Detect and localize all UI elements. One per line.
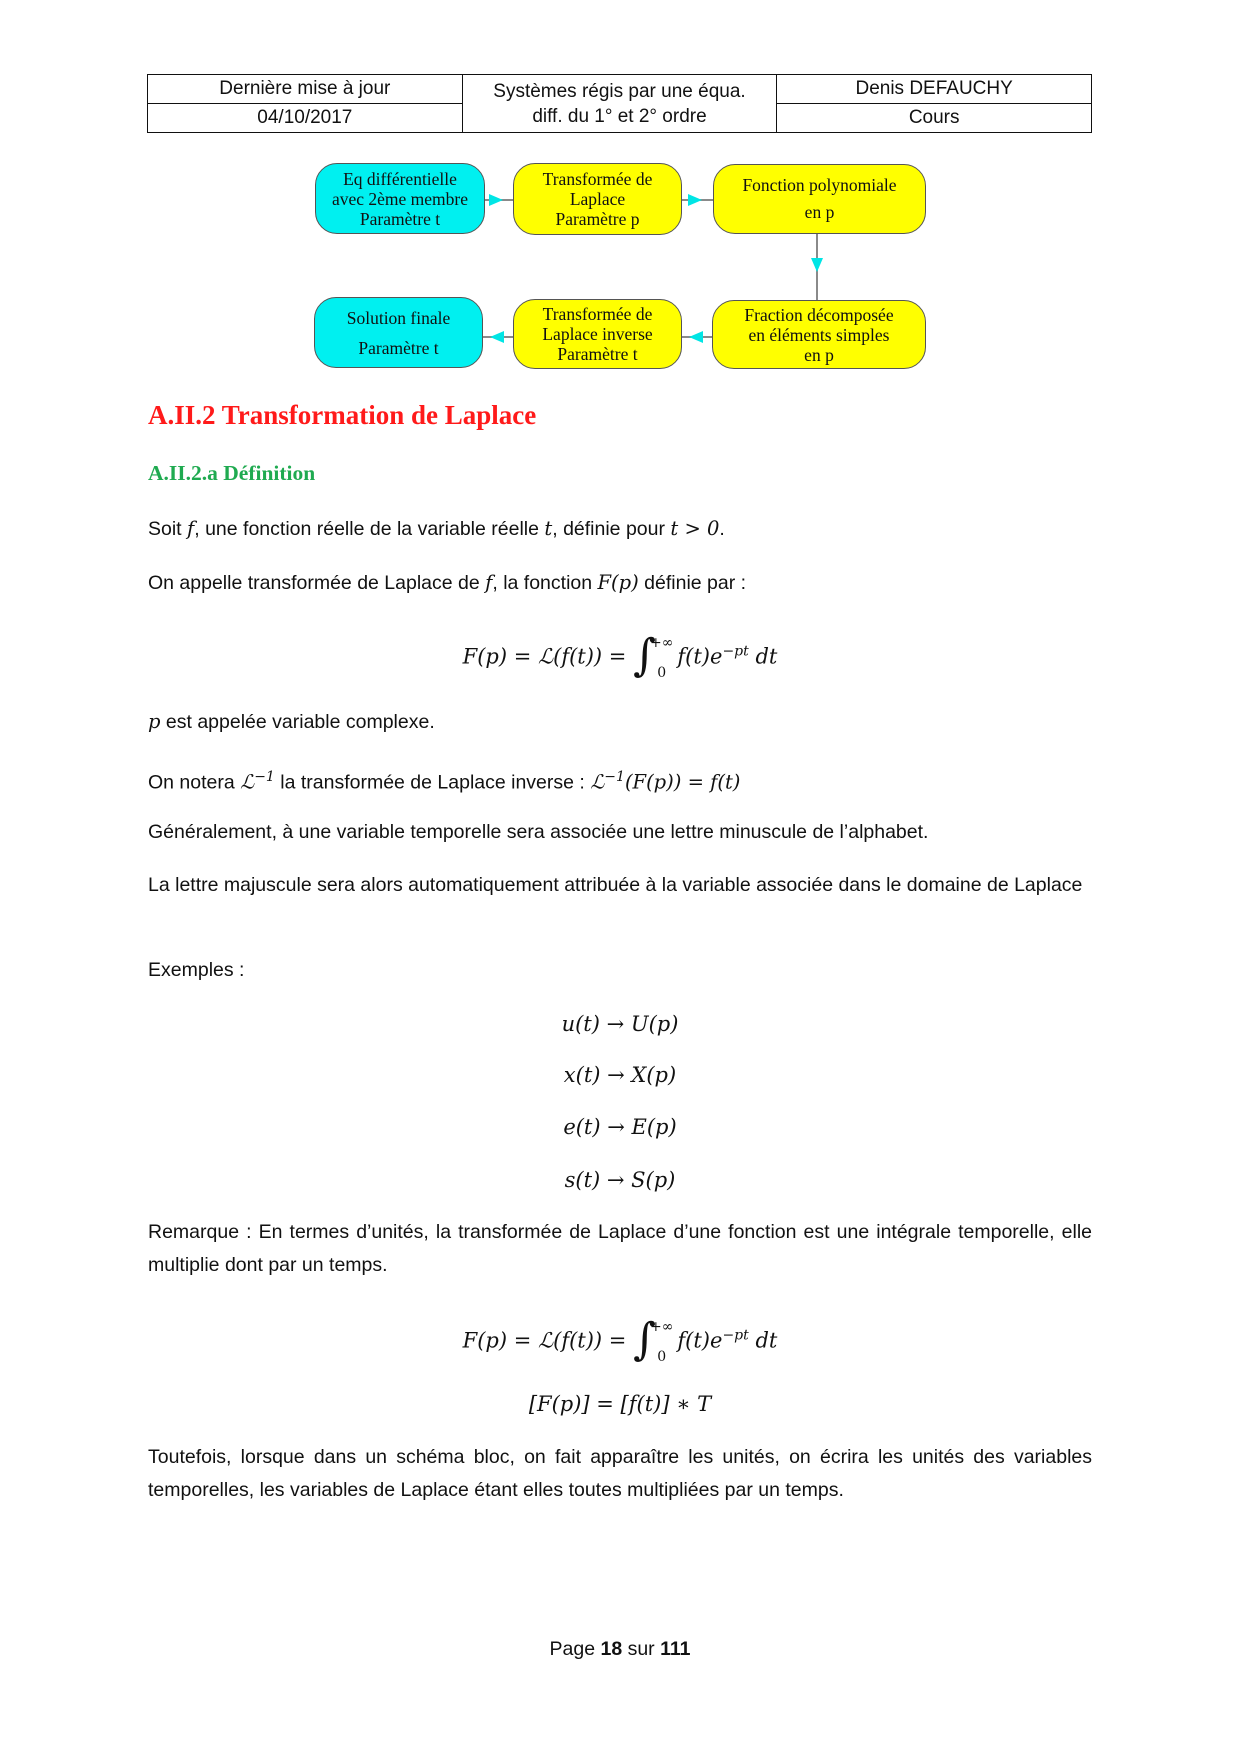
units-formula: [F(p)] = [f(t)] ∗ T	[528, 1392, 712, 1416]
subject-cell	[462, 75, 777, 133]
example-u: u(t) → U(p)	[561, 1012, 679, 1036]
integrand: f(t)e	[677, 1328, 723, 1353]
subject-line2: diff. du 1° et 2° ordre	[532, 105, 707, 127]
math-L: ℒ	[240, 770, 255, 794]
formula-lhs: F(p) = ℒ(f(t)) =	[462, 1328, 634, 1353]
example-s: s(t) → S(p)	[564, 1168, 676, 1192]
paragraph-lowercase: Généralement, à une variable temporelle sera associée une lettre minuscule de l’alphabet.	[148, 821, 929, 843]
box-line: Transformée de	[542, 169, 653, 189]
text: .	[719, 518, 725, 540]
integral-sign-icon: ∫	[633, 1313, 656, 1365]
math-t: t	[544, 517, 553, 540]
text: Soit	[148, 518, 188, 540]
lower-limit: 0	[657, 1349, 667, 1365]
lower-limit: 0	[657, 665, 667, 681]
arrow-left-icon	[490, 331, 504, 343]
math-exp: −1	[254, 769, 275, 785]
math-p: p	[148, 710, 161, 733]
arrow-down-icon	[811, 258, 823, 272]
box-line: Fonction polynomiale	[742, 175, 897, 195]
box-line: Laplace	[569, 189, 626, 209]
laplace-integral-formula-2	[148, 1312, 1092, 1372]
box-line: Laplace inverse	[542, 324, 653, 344]
page-current: 18	[600, 1638, 623, 1660]
arrow-left-icon	[689, 331, 703, 343]
paragraph-laplace-def	[148, 566, 1092, 600]
box-fonction-polynomiale	[713, 164, 926, 234]
differential: dt	[748, 644, 778, 669]
upper-limit: +∞	[650, 635, 674, 651]
page-total: 111	[660, 1638, 691, 1660]
text: , définie pour	[552, 518, 671, 540]
laplace-integral-formula	[148, 628, 1092, 688]
last-update-date: 04/10/2017	[148, 104, 463, 133]
box-line: en p	[804, 202, 835, 222]
box-solution-finale	[314, 297, 483, 368]
text: est appelée variable complexe.	[160, 711, 435, 733]
box-line: Paramètre t	[557, 344, 638, 364]
box-line: Solution finale	[346, 307, 451, 328]
paragraph-units-note: Toutefois, lorsque dans un schéma bloc, on fait apparaître les unités, on écrira les unités des variables temporelles, les variables de Laplace étant elles toutes multipliées par un temps.	[148, 1446, 1092, 1501]
paragraph-remark: Remarque : En termes d’unités, la transformée de Laplace d’une fonction est une intégrale temporelle, elle multiplie dont par un temps.	[148, 1221, 1092, 1276]
differential: dt	[748, 1328, 778, 1353]
box-line: Fraction décomposée	[744, 304, 894, 325]
arrow-right-icon	[489, 194, 503, 206]
paragraph-inverse	[148, 761, 1092, 800]
box-line: Paramètre p	[555, 209, 640, 229]
page-label: Page	[549, 1638, 601, 1660]
box-line: Paramètre t	[358, 337, 439, 358]
math-inverse-expr: (F(p)) = f(t)	[624, 770, 741, 794]
subject-line1: Systèmes régis par une équa.	[493, 80, 746, 102]
math-L: ℒ	[590, 770, 605, 794]
math-f: f	[187, 517, 195, 540]
section-title: A.II.2 Transformation de Laplace	[148, 400, 537, 430]
math-condition: t > 0	[670, 517, 720, 540]
header-table	[147, 74, 1092, 133]
box-line: Paramètre t	[359, 208, 441, 229]
paragraph-complex-variable	[148, 705, 1092, 739]
upper-limit: +∞	[650, 1319, 674, 1335]
text: On appelle transformée de Laplace de	[148, 572, 486, 594]
integrand: f(t)e	[677, 644, 723, 669]
exponent: −pt	[722, 1327, 749, 1344]
page-sep: sur	[622, 1638, 661, 1660]
examples-label: Exemples :	[148, 959, 245, 981]
formula-lhs: F(p) = ℒ(f(t)) =	[462, 644, 634, 669]
exponent: −pt	[722, 643, 749, 660]
box-eq-differentielle	[315, 163, 485, 234]
subsection-title: A.II.2.a Définition	[148, 461, 316, 485]
paragraph-uppercase: La lettre majuscule sera alors automatiquement attribuée à la variable associée dans le domaine de Laplace	[148, 874, 1083, 896]
box-line: Eq différentielle	[343, 168, 457, 189]
math-Fp: F(p)	[597, 571, 639, 594]
paragraph-definition	[148, 512, 1092, 546]
text: la transformée de Laplace inverse :	[274, 771, 591, 794]
box-transformee-laplace	[513, 163, 682, 235]
text: , une fonction réelle de la variable réelle	[194, 518, 545, 540]
box-laplace-inverse	[513, 299, 682, 369]
box-line: en p	[804, 344, 834, 365]
box-line: en éléments simples	[748, 324, 890, 345]
integral-sign-icon: ∫	[633, 629, 656, 681]
last-update-label: Dernière mise à jour	[148, 75, 463, 104]
box-line: Transformée de	[542, 304, 653, 324]
author: Denis DEFAUCHY	[777, 75, 1092, 104]
text: On notera	[148, 771, 241, 794]
math-f: f	[485, 571, 493, 594]
example-e: e(t) → E(p)	[563, 1115, 677, 1139]
math-exp: −1	[604, 769, 625, 785]
text: définie par :	[638, 572, 747, 594]
page-footer	[0, 1638, 1240, 1661]
doc-type: Cours	[777, 104, 1092, 133]
box-line: avec 2ème membre	[331, 188, 469, 209]
arrow-right-icon	[688, 194, 702, 206]
text: , la fonction	[492, 572, 598, 594]
example-x: x(t) → X(p)	[563, 1063, 677, 1087]
box-fraction-decomposee	[712, 300, 926, 369]
